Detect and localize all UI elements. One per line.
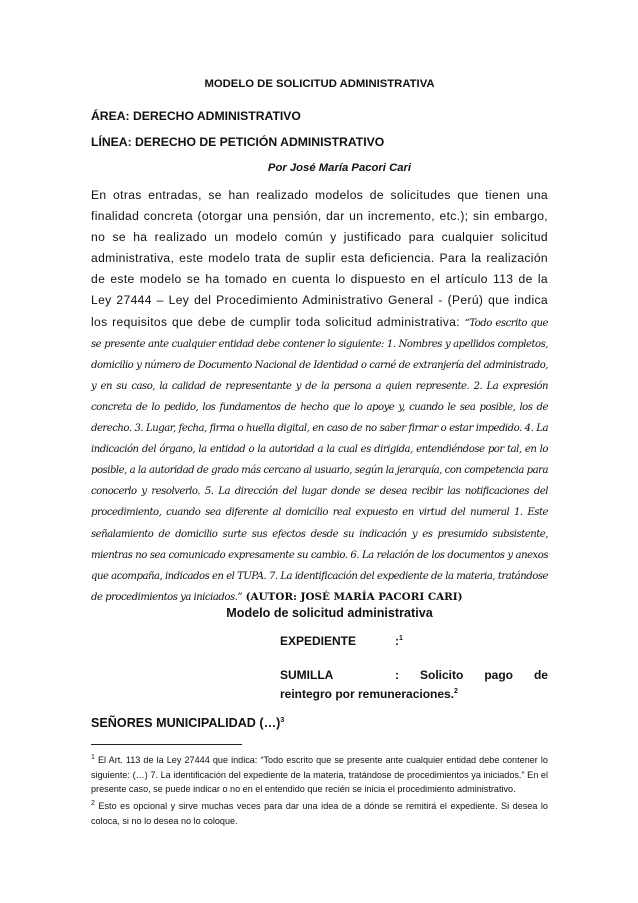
- footnote-ref-3: 3: [280, 716, 285, 724]
- sumilla-word-3: de: [533, 668, 548, 682]
- sumilla-words: [395, 666, 548, 685]
- addressee-heading: [91, 716, 284, 730]
- author-credit: (AUTOR: JOSÉ MARÍA PACORI CARI): [242, 590, 463, 603]
- footnotes: [91, 753, 548, 829]
- expediente-colon: :: [395, 634, 399, 648]
- expediente-label: EXPEDIENTE: [280, 634, 357, 648]
- model-subtitle: Modelo de solicitud administrativa: [226, 606, 433, 620]
- footnote-ref-1: 1: [399, 635, 403, 642]
- author-line: Por José María Pacori Cari: [267, 162, 412, 174]
- addressee-text: SEÑORES MUNICIPALIDAD (…): [91, 716, 281, 730]
- sumilla-colon: :: [395, 668, 399, 682]
- footnote-ref-2: 2: [454, 688, 458, 695]
- sumilla-row: [280, 666, 548, 685]
- footnote-2-number: 2: [91, 800, 95, 808]
- line-heading: LÍNEA: DERECHO DE PETICIÓN ADMINISTRATIVO: [91, 135, 385, 149]
- sumilla-continuation: reintegro por remuneraciones.: [280, 687, 455, 701]
- expediente-separator: [395, 634, 403, 648]
- quoted-article: “Todo escrito que se presente ante cualquier entidad debe contener lo siguiente: 1. Nombres y apellidos completos, domicilio y número de Documento Nacional de Identidad o carné de extranjería del administrado, y en su caso, la calidad de representante y de la persona a quien represente. 2. La expresión concreta de lo pedido, los fundamentos de hecho que lo apoye y, cuando le sea posible, los de derecho. 3. Lugar, fecha, firma o huella digital, en caso de no saber firmar o estar impedido. 4. La indicación del órgano, la entidad o la autoridad a la cual es dirigida, entendiéndose por tal, en lo posible, a la autoridad de grado más cercano al usuario, según la jerarquía, con competencia para conocerlo y resolverlo. 5. La dirección del lugar donde se desea recibir las notificaciones del procedimiento, cuando sea diferente al domicilio real expuesto en virtud del numeral 1. Este señalamiento de domicilio surte sus efectos desde su indicación y es presumido subsistente, mientras no sea comunicado expresamente su cambio. 6. La relación de los documentos y anexos que acompaña, indicados en el TUPA. 7. La identificación del expediente de la materia, tratándose de procedimientos ya iniciados.”: [91, 317, 548, 603]
- sumilla-block: [280, 666, 548, 704]
- body-paragraph: [91, 185, 548, 608]
- document-title: MODELO DE SOLICITUD ADMINISTRATIVA: [204, 78, 435, 90]
- sumilla-word-1: Solicito: [419, 668, 464, 682]
- footnote-2: [91, 799, 548, 828]
- sumilla-word-2: pago: [484, 668, 513, 682]
- footnote-1-text: El Art. 113 de la Ley 27444 que indica: “Todo escrito que se presente ante cualquier entidad debe contener lo siguiente: (…) 7. La identificación del expediente de la materia, tratándose de procedimientos ya iniciados.” En el presente caso, se puede indicar o no en el entendido que recién se inicia el procedimiento administrativo.: [91, 755, 548, 795]
- sumilla-line-2: [280, 685, 548, 704]
- footnote-1-number: 1: [91, 753, 95, 761]
- footnote-2-text: Esto es opcional y sirve muchas veces para dar una idea de a dónde se remitirá el expediente. Si desea lo coloca, si no lo desea no lo coloque.: [91, 801, 548, 826]
- sumilla-label: SUMILLA: [280, 668, 334, 682]
- area-heading: ÁREA: DERECHO ADMINISTRATIVO: [91, 109, 301, 123]
- footnote-1: [91, 753, 548, 797]
- footnote-divider: [91, 744, 242, 745]
- intro-text: En otras entradas, se han realizado modelos de solicitudes que tienen una finalidad concreta (otorgar una pensión, dar un incremento, etc.); sin embargo, no se ha realizado un modelo común y justificado para cualquier solicitud administrativa, este modelo trata de suplir esta deficiencia. Para la realización de este modelo se ha tomado en cuenta lo dispuesto en el artículo 113 de la Ley 27444 – Ley del Procedimiento Administrativo General - (Perú) que indica los requisitos que debe de cumplir toda solicitud administrativa:: [91, 188, 548, 329]
